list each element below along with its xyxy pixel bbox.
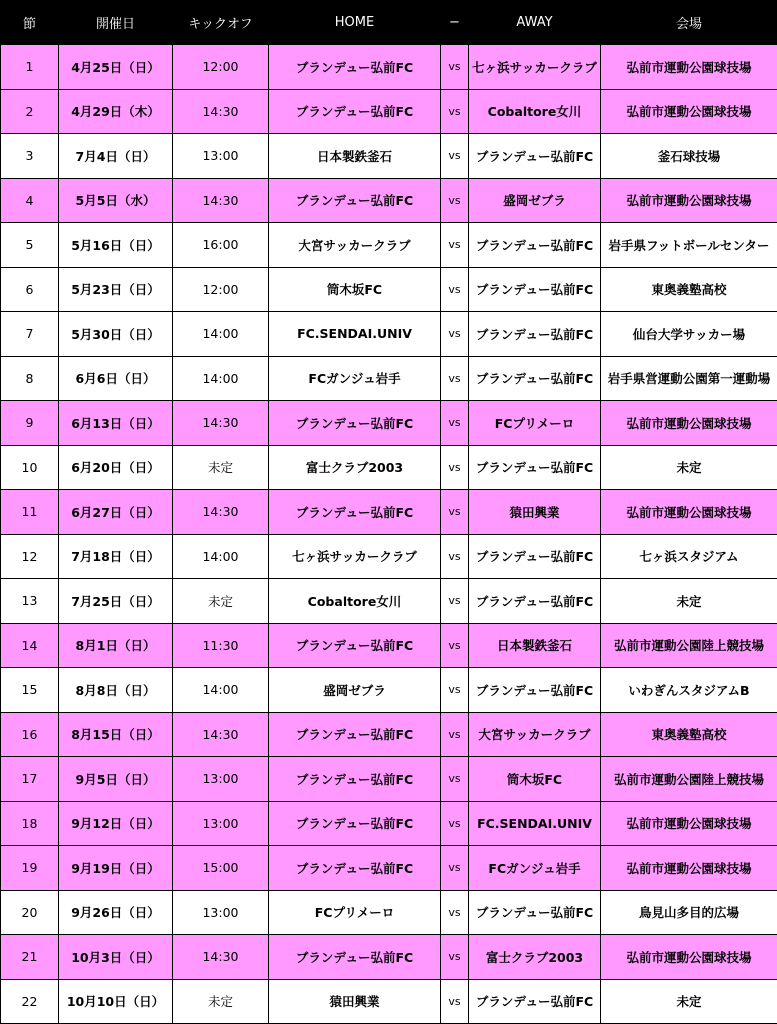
round-cell: 16 <box>1 712 59 757</box>
table-row <box>1 89 777 134</box>
date-cell: 9月26日（日） <box>59 890 173 935</box>
venue-cell: 仙台大学サッカー場 <box>601 312 777 357</box>
away-team-cell: 富士クラブ2003 <box>469 935 601 980</box>
header-venue: 会場 <box>601 1 777 45</box>
venue-cell: 未定 <box>601 579 777 624</box>
table-row <box>1 846 777 891</box>
round-cell: 4 <box>1 178 59 223</box>
date-cell: 8月8日（日） <box>59 668 173 713</box>
header-home: HOME <box>269 1 441 45</box>
header-separator: − <box>441 1 469 45</box>
table-row <box>1 490 777 535</box>
kickoff-cell: 15:00 <box>173 846 269 891</box>
venue-cell: 弘前市運動公園球技場 <box>601 801 777 846</box>
vs-cell: vs <box>441 534 469 579</box>
table-row <box>1 134 777 179</box>
home-team-cell: ブランデュー弘前FC <box>269 623 441 668</box>
home-team-cell: Cobaltore女川 <box>269 579 441 624</box>
vs-cell: vs <box>441 490 469 535</box>
table-row <box>1 935 777 980</box>
kickoff-cell: 12:00 <box>173 45 269 90</box>
home-team-cell: 富士クラブ2003 <box>269 445 441 490</box>
vs-cell: vs <box>441 623 469 668</box>
venue-cell: 釜石球技場 <box>601 134 777 179</box>
home-team-cell: 猿田興業 <box>269 979 441 1024</box>
table-row <box>1 979 777 1024</box>
table-row <box>1 401 777 446</box>
home-team-cell: 大宮サッカークラブ <box>269 223 441 268</box>
round-cell: 8 <box>1 356 59 401</box>
away-team-cell: ブランデュー弘前FC <box>469 223 601 268</box>
home-team-cell: 日本製鉄釜石 <box>269 134 441 179</box>
venue-cell: いわぎんスタジアムB <box>601 668 777 713</box>
vs-cell: vs <box>441 668 469 713</box>
venue-cell: 鳥見山多目的広場 <box>601 890 777 935</box>
table-row <box>1 801 777 846</box>
vs-cell: vs <box>441 134 469 179</box>
table-row <box>1 579 777 624</box>
away-team-cell: ブランデュー弘前FC <box>469 979 601 1024</box>
vs-cell: vs <box>441 356 469 401</box>
away-team-cell: FCプリメーロ <box>469 401 601 446</box>
table-row <box>1 623 777 668</box>
away-team-cell: ブランデュー弘前FC <box>469 579 601 624</box>
date-cell: 5月30日（日） <box>59 312 173 357</box>
date-cell: 7月25日（日） <box>59 579 173 624</box>
date-cell: 9月19日（日） <box>59 846 173 891</box>
away-team-cell: FCガンジュ岩手 <box>469 846 601 891</box>
away-team-cell: ブランデュー弘前FC <box>469 445 601 490</box>
round-cell: 14 <box>1 623 59 668</box>
away-team-cell: 筒木坂FC <box>469 757 601 802</box>
vs-cell: vs <box>441 801 469 846</box>
round-cell: 2 <box>1 89 59 134</box>
kickoff-cell: 14:30 <box>173 935 269 980</box>
table-row <box>1 223 777 268</box>
venue-cell: 弘前市運動公園球技場 <box>601 490 777 535</box>
kickoff-cell: 13:00 <box>173 134 269 179</box>
kickoff-cell: 未定 <box>173 579 269 624</box>
home-team-cell: ブランデュー弘前FC <box>269 801 441 846</box>
vs-cell: vs <box>441 89 469 134</box>
vs-cell: vs <box>441 979 469 1024</box>
home-team-cell: 筒木坂FC <box>269 267 441 312</box>
round-cell: 19 <box>1 846 59 891</box>
table-row <box>1 890 777 935</box>
table-row <box>1 178 777 223</box>
home-team-cell: ブランデュー弘前FC <box>269 712 441 757</box>
away-team-cell: ブランデュー弘前FC <box>469 312 601 357</box>
vs-cell: vs <box>441 846 469 891</box>
date-cell: 7月4日（日） <box>59 134 173 179</box>
home-team-cell: FCプリメーロ <box>269 890 441 935</box>
vs-cell: vs <box>441 312 469 357</box>
round-cell: 11 <box>1 490 59 535</box>
table-row <box>1 712 777 757</box>
round-cell: 22 <box>1 979 59 1024</box>
date-cell: 5月23日（日） <box>59 267 173 312</box>
date-cell: 8月1日（日） <box>59 623 173 668</box>
vs-cell: vs <box>441 267 469 312</box>
away-team-cell: 七ヶ浜サッカークラブ <box>469 45 601 90</box>
home-team-cell: ブランデュー弘前FC <box>269 45 441 90</box>
date-cell: 10月3日（日） <box>59 935 173 980</box>
venue-cell: 弘前市運動公園球技場 <box>601 178 777 223</box>
away-team-cell: 猿田興業 <box>469 490 601 535</box>
round-cell: 21 <box>1 935 59 980</box>
home-team-cell: 盛岡ゼブラ <box>269 668 441 713</box>
home-team-cell: ブランデュー弘前FC <box>269 757 441 802</box>
table-row <box>1 445 777 490</box>
date-cell: 4月25日（日） <box>59 45 173 90</box>
home-team-cell: ブランデュー弘前FC <box>269 89 441 134</box>
table-row <box>1 757 777 802</box>
vs-cell: vs <box>441 178 469 223</box>
table-body <box>1 45 777 1024</box>
venue-cell: 弘前市運動公園陸上競技場 <box>601 623 777 668</box>
round-cell: 12 <box>1 534 59 579</box>
round-cell: 18 <box>1 801 59 846</box>
kickoff-cell: 14:00 <box>173 356 269 401</box>
vs-cell: vs <box>441 45 469 90</box>
table-row <box>1 312 777 357</box>
home-team-cell: ブランデュー弘前FC <box>269 935 441 980</box>
date-cell: 6月20日（日） <box>59 445 173 490</box>
round-cell: 6 <box>1 267 59 312</box>
round-cell: 3 <box>1 134 59 179</box>
vs-cell: vs <box>441 223 469 268</box>
round-cell: 7 <box>1 312 59 357</box>
kickoff-cell: 14:30 <box>173 89 269 134</box>
kickoff-cell: 14:30 <box>173 401 269 446</box>
kickoff-cell: 未定 <box>173 979 269 1024</box>
round-cell: 17 <box>1 757 59 802</box>
kickoff-cell: 16:00 <box>173 223 269 268</box>
home-team-cell: ブランデュー弘前FC <box>269 401 441 446</box>
venue-cell: 弘前市運動公園球技場 <box>601 846 777 891</box>
kickoff-cell: 14:30 <box>173 178 269 223</box>
date-cell: 7月18日（日） <box>59 534 173 579</box>
table-header <box>1 1 777 45</box>
date-cell: 9月5日（日） <box>59 757 173 802</box>
date-cell: 8月15日（日） <box>59 712 173 757</box>
date-cell: 5月16日（日） <box>59 223 173 268</box>
table-row <box>1 45 777 90</box>
venue-cell: 岩手県フットボールセンター <box>601 223 777 268</box>
venue-cell: 未定 <box>601 445 777 490</box>
away-team-cell: 大宮サッカークラブ <box>469 712 601 757</box>
venue-cell: 東奥義塾高校 <box>601 267 777 312</box>
vs-cell: vs <box>441 757 469 802</box>
kickoff-cell: 13:00 <box>173 757 269 802</box>
kickoff-cell: 未定 <box>173 445 269 490</box>
table-row <box>1 668 777 713</box>
away-team-cell: 日本製鉄釜石 <box>469 623 601 668</box>
venue-cell: 弘前市運動公園球技場 <box>601 401 777 446</box>
vs-cell: vs <box>441 579 469 624</box>
away-team-cell: 盛岡ゼブラ <box>469 178 601 223</box>
vs-cell: vs <box>441 712 469 757</box>
kickoff-cell: 14:00 <box>173 312 269 357</box>
home-team-cell: FC.SENDAI.UNIV <box>269 312 441 357</box>
date-cell: 6月6日（日） <box>59 356 173 401</box>
vs-cell: vs <box>441 401 469 446</box>
date-cell: 6月27日（日） <box>59 490 173 535</box>
home-team-cell: 七ヶ浜サッカークラブ <box>269 534 441 579</box>
away-team-cell: FC.SENDAI.UNIV <box>469 801 601 846</box>
away-team-cell: ブランデュー弘前FC <box>469 890 601 935</box>
kickoff-cell: 13:00 <box>173 890 269 935</box>
kickoff-cell: 14:30 <box>173 490 269 535</box>
round-cell: 9 <box>1 401 59 446</box>
kickoff-cell: 13:00 <box>173 801 269 846</box>
home-team-cell: ブランデュー弘前FC <box>269 846 441 891</box>
table-row <box>1 534 777 579</box>
header-kickoff: キックオフ <box>173 1 269 45</box>
away-team-cell: Cobaltore女川 <box>469 89 601 134</box>
kickoff-cell: 14:00 <box>173 668 269 713</box>
home-team-cell: ブランデュー弘前FC <box>269 178 441 223</box>
away-team-cell: ブランデュー弘前FC <box>469 267 601 312</box>
venue-cell: 東奥義塾高校 <box>601 712 777 757</box>
kickoff-cell: 14:00 <box>173 534 269 579</box>
round-cell: 10 <box>1 445 59 490</box>
venue-cell: 弘前市運動公園球技場 <box>601 89 777 134</box>
header-date: 開催日 <box>59 1 173 45</box>
table-row <box>1 356 777 401</box>
away-team-cell: ブランデュー弘前FC <box>469 134 601 179</box>
header-row <box>1 1 777 45</box>
kickoff-cell: 11:30 <box>173 623 269 668</box>
home-team-cell: FCガンジュ岩手 <box>269 356 441 401</box>
date-cell: 9月12日（日） <box>59 801 173 846</box>
venue-cell: 弘前市運動公園球技場 <box>601 45 777 90</box>
away-team-cell: ブランデュー弘前FC <box>469 534 601 579</box>
kickoff-cell: 14:30 <box>173 712 269 757</box>
vs-cell: vs <box>441 445 469 490</box>
date-cell: 6月13日（日） <box>59 401 173 446</box>
round-cell: 15 <box>1 668 59 713</box>
round-cell: 5 <box>1 223 59 268</box>
venue-cell: 七ヶ浜スタジアム <box>601 534 777 579</box>
date-cell: 10月10日（日） <box>59 979 173 1024</box>
round-cell: 20 <box>1 890 59 935</box>
vs-cell: vs <box>441 935 469 980</box>
header-round: 節 <box>1 1 59 45</box>
header-away: AWAY <box>469 1 601 45</box>
venue-cell: 弘前市運動公園球技場 <box>601 935 777 980</box>
round-cell: 13 <box>1 579 59 624</box>
venue-cell: 弘前市運動公園陸上競技場 <box>601 757 777 802</box>
away-team-cell: ブランデュー弘前FC <box>469 356 601 401</box>
kickoff-cell: 12:00 <box>173 267 269 312</box>
vs-cell: vs <box>441 890 469 935</box>
date-cell: 5月5日（水） <box>59 178 173 223</box>
venue-cell: 未定 <box>601 979 777 1024</box>
venue-cell: 岩手県営運動公園第一運動場 <box>601 356 777 401</box>
table-row <box>1 267 777 312</box>
away-team-cell: ブランデュー弘前FC <box>469 668 601 713</box>
home-team-cell: ブランデュー弘前FC <box>269 490 441 535</box>
round-cell: 1 <box>1 45 59 90</box>
date-cell: 4月29日（木） <box>59 89 173 134</box>
